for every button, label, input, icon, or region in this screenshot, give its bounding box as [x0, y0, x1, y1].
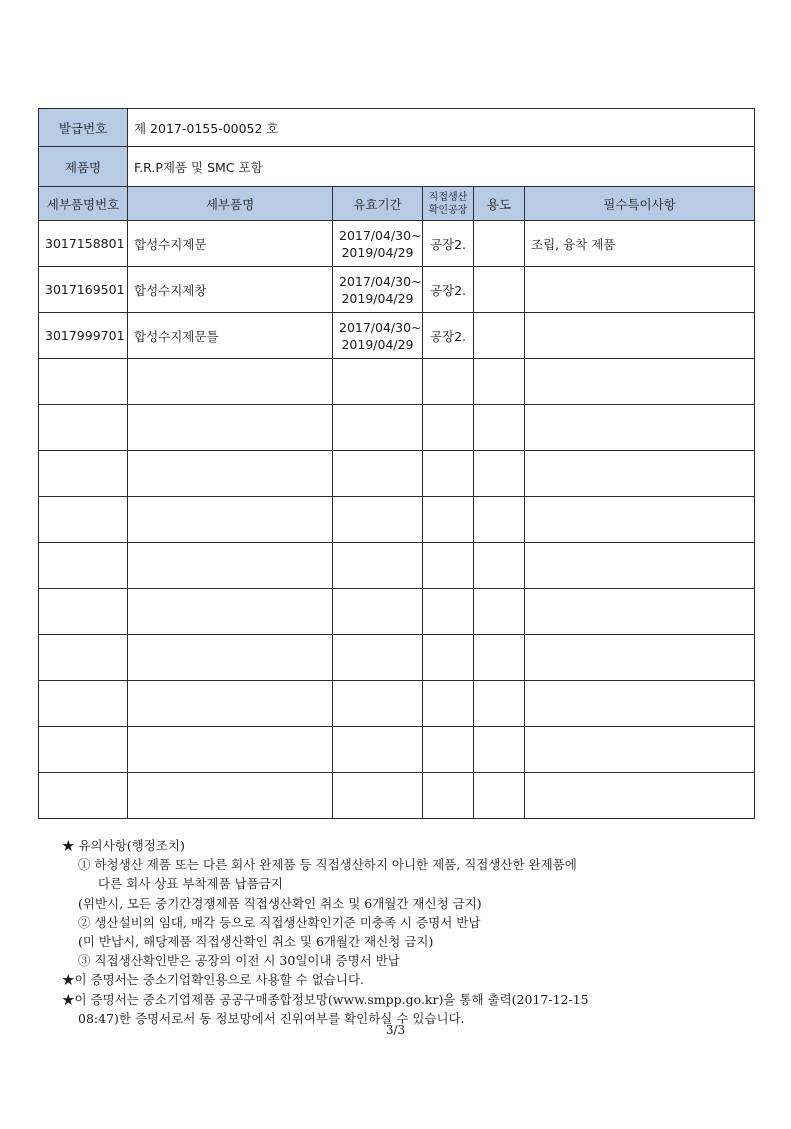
row-period — [333, 267, 423, 313]
header-period: 유효기간 — [333, 187, 423, 221]
header-notes: 필수특이사항 — [525, 187, 755, 221]
notices-title: ★ 유의사항(행정조치) — [62, 838, 185, 853]
product-name-label: 제품명 — [39, 147, 128, 187]
empty-row — [39, 635, 755, 681]
row-usage — [474, 221, 525, 267]
row-code: 3017158801 — [39, 221, 128, 267]
empty-row — [39, 405, 755, 451]
row-period-end: 2019/04/29 — [341, 336, 414, 352]
header-factory — [423, 187, 474, 221]
issue-number-label: 발급번호 — [39, 109, 128, 147]
row-period-end: 2019/04/29 — [341, 290, 414, 306]
notice-star-2-line2: 08:47)한 증명서로서 동 정보망에서 진위여부를 확인하실 수 있습니다. — [78, 1010, 465, 1026]
notice-item-3: ③ 직접생산확인받은 공장의 이전 시 30일이내 증명서 반납 — [78, 953, 400, 969]
row-notes — [525, 313, 755, 359]
row-period-end: 2019/04/29 — [341, 244, 414, 260]
row-period-start: 2017/04/30~ — [339, 227, 422, 243]
issue-number-value: 제 2017-0155-00052 호 — [128, 109, 755, 147]
notice-item-2-line2: (미 반납시, 해당제품 직접생산확인 취소 및 6개월간 재신청 금지) — [78, 934, 434, 950]
empty-row — [39, 543, 755, 589]
row-factory: 공장2. — [423, 221, 474, 267]
table-row — [39, 313, 755, 359]
notice-star-1: ★이 증명서는 중소기업확인용으로 사용할 수 없습니다. — [62, 972, 364, 988]
issue-number-row — [39, 109, 755, 147]
row-period-start: 2017/04/30~ — [339, 273, 422, 289]
row-usage — [474, 313, 525, 359]
row-factory: 공장2. — [423, 267, 474, 313]
row-usage — [474, 267, 525, 313]
empty-row — [39, 773, 755, 819]
header-factory-line1: 직접생산 — [428, 191, 468, 203]
row-factory: 공장2. — [423, 313, 474, 359]
notice-item-1-line2: 다른 회사 상표 부착제품 납품금지 — [98, 876, 283, 892]
product-name-row — [39, 147, 755, 187]
page-number: 3/3 — [385, 1023, 406, 1037]
row-name: 합성수지제문틀 — [128, 313, 333, 359]
table-header-row — [39, 187, 755, 221]
header-factory-line2: 확인공장 — [428, 204, 468, 216]
row-period — [333, 313, 423, 359]
empty-row — [39, 359, 755, 405]
row-code: 3017999701 — [39, 313, 128, 359]
table-row — [39, 267, 755, 313]
row-code: 3017169501 — [39, 267, 128, 313]
product-name-value: F.R.P제품 및 SMC 포함 — [128, 147, 755, 187]
header-name: 세부품명 — [128, 187, 333, 221]
row-name: 합성수지제문 — [128, 221, 333, 267]
row-period-start: 2017/04/30~ — [339, 319, 422, 335]
certificate-table — [38, 108, 755, 819]
row-name: 합성수지제창 — [128, 267, 333, 313]
empty-row — [39, 589, 755, 635]
row-notes: 조립, 융착 제품 — [525, 221, 755, 267]
empty-row — [39, 497, 755, 543]
notices-section — [62, 836, 762, 1028]
table-row — [39, 221, 755, 267]
empty-row — [39, 727, 755, 773]
header-usage: 용도 — [474, 187, 525, 221]
notice-item-2-line1: ② 생산설비의 임대, 매각 등으로 직접생산확인기준 미충족 시 증명서 반납 — [78, 914, 481, 930]
notice-star-2-line1: ★이 증명서는 중소기업제품 공공구매종합정보망(www.smpp.go.kr)을 통해 출력(2017-12-15 — [62, 991, 589, 1007]
empty-row — [39, 451, 755, 497]
notice-item-1-line1: ① 하청생산 제품 또는 다른 회사 완제품 등 직접생산하지 아니한 제품, 직접생산한 완제품에 — [78, 857, 577, 873]
notice-item-1-line3: (위반시, 모든 중기간경쟁제품 직접생산확인 취소 및 6개월간 재신청 금지) — [78, 895, 482, 911]
row-period — [333, 221, 423, 267]
header-code: 세부품명번호 — [39, 187, 128, 221]
row-notes — [525, 267, 755, 313]
empty-row — [39, 681, 755, 727]
